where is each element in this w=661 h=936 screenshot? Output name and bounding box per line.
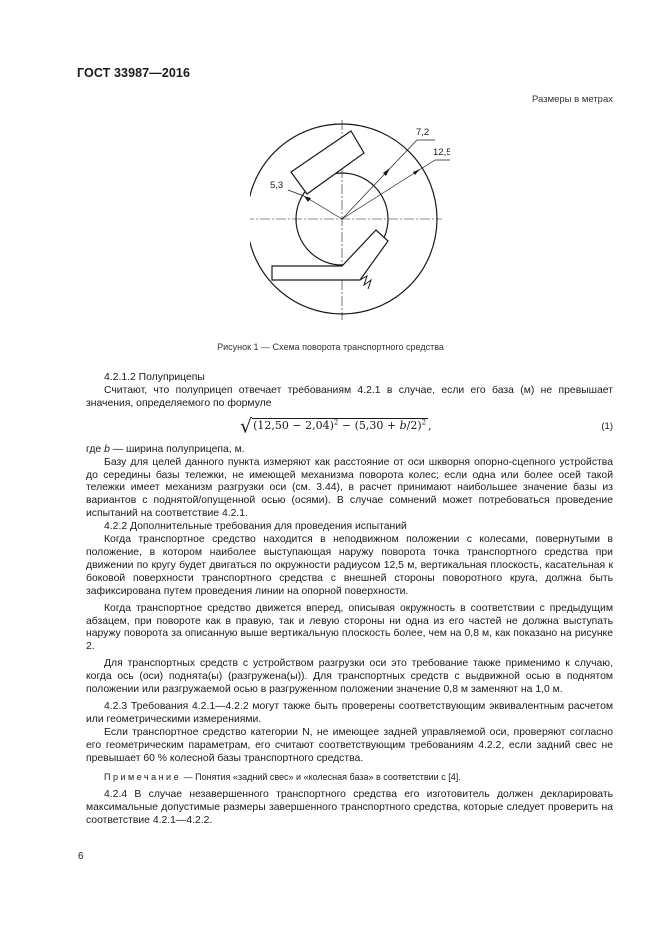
note bbox=[86, 771, 613, 783]
note-text: — Понятия «задний свес» и «колесная база» в соответствии с [4]. bbox=[181, 772, 461, 783]
formula-number: (1) bbox=[601, 420, 613, 432]
figure-caption: Рисунок 1 — Схема поворота транспортного средства bbox=[217, 342, 444, 352]
paragraph-category-n: Если транспортное средство категории N, не имеющее задней управляемой оси, проверяют согласно его геометрическим параметрам, его считают соответствующим требованиям 4.2.2, если задний свес не превышает 60 % колесной базы транспортного средства. bbox=[86, 726, 613, 764]
paragraph-base-measurement: Базу для целей данного пункта измеряют как расстояние от оси шкворня опорно-сцепного устройства до середины базы тележки, не имеющей механизма поворота колес; если одна или более осей такой тележки имеет механизм разгрузки оси (см. 3.44), в расчет принимают наибольшее значение базы из вариантов с поднятой/опущенной осью (осями). В случае сомнений может потребоваться проведение испытаний на соответствие 4.2.1. bbox=[86, 456, 613, 520]
paragraph-4-2-3: 4.2.3 Требования 4.2.1—4.2.2 могут также быть проверены соответствующим эквивалентным расчетом или геометрическими измерениями. bbox=[86, 700, 613, 725]
dimension-label-7-2: 7,2 bbox=[416, 127, 430, 138]
note-label: Примечание bbox=[104, 772, 182, 783]
paragraph-semitrailer-condition: Считают, что полуприцеп отвечает требованиям 4.2.1 в случае, если его база (м) не превышает значения, определяемого по формуле bbox=[86, 384, 613, 409]
dimension-label-12-5: 12,5 bbox=[433, 147, 450, 158]
formula-var-b: b bbox=[399, 419, 407, 433]
arrowhead-12-5 bbox=[413, 169, 420, 175]
radius-line-12-5 bbox=[342, 160, 435, 219]
turning-diagram-svg bbox=[250, 108, 450, 333]
formula-part-2: − (5,30 + bbox=[338, 419, 400, 433]
paragraph-4-2-4: 4.2.4 В случае незавершенного транспортного средства его изготовитель должен декларировать максимальные допустимые размеры завершенного транспортного средства, которые следует проверить на соответствие 4.2.1—4.2.2. bbox=[86, 789, 613, 827]
formula-row bbox=[86, 413, 613, 443]
paragraph-axle-lift: Для транспортных средств с устройством разгрузки оси это требование также применимо к случаю, когда ось (оси) поднята(ы) (разгружена(ы)). Для транспортных средств с выдвижной осью в поднятом положении или разгружаемой осью в разгруженном положении значение 0,8 м заменяют на 1,0 м. bbox=[86, 658, 613, 696]
units-note: Размеры в метрах bbox=[532, 94, 613, 105]
document-header: ГОСТ 33987—2016 bbox=[77, 66, 191, 80]
document-body bbox=[86, 372, 613, 828]
lower-vehicle-body bbox=[272, 230, 388, 280]
turning-diagram bbox=[250, 108, 450, 338]
where-prefix: где bbox=[86, 443, 105, 455]
paragraph-vehicle-moving: Когда транспортное средство движется вперед, описывая окружность в соответствии с предыдущим абзацем, при повороте как в правую, так и левую стороны ни одна из его частей не должна выступать наружу поворота за описанную выше вертикальную плоскость более, чем на 0,8 м, как показано на рисунке 2. bbox=[86, 602, 613, 653]
upper-vehicle-body bbox=[291, 131, 364, 194]
formula-end: , bbox=[428, 419, 432, 433]
formula-part-1: (12,50 − 2,04) bbox=[253, 419, 334, 433]
formula-1 bbox=[240, 415, 432, 438]
where-line bbox=[86, 444, 613, 457]
leader-5-3 bbox=[288, 190, 304, 196]
formula-part-3: /2) bbox=[406, 419, 422, 433]
where-var: b bbox=[104, 443, 110, 455]
paragraph-stationary-vehicle: Когда транспортное средство находится в неподвижном положении с колесами, повернутыми в положение, в котором наиболее выступающая наружу поворота точка транспортного средства при движении по кругу будет двигаться по окружности радиусом 12,5 м, вертикальная плоскость, касательная к боковой поверхности транспортного средства с внешней стороны поворотного круга, должна быть зафиксирована путем проведения линии на опорной поверхности. bbox=[86, 534, 613, 597]
where-text: — ширина полуприцепа, м. bbox=[109, 443, 245, 455]
heading-4-2-2: 4.2.2 Дополнительные требования для проведения испытаний bbox=[104, 521, 407, 533]
sqrt-icon: √ bbox=[240, 415, 253, 438]
formula-exp-2: 2 bbox=[421, 418, 427, 427]
formula-radicand bbox=[252, 418, 428, 432]
dimension-label-5-3: 5,3 bbox=[270, 180, 284, 191]
arrowhead-5-3 bbox=[304, 196, 311, 202]
heading-4-2-1-2: 4.2.1.2 Полуприцепы bbox=[104, 372, 205, 383]
formula-exp-1: 2 bbox=[333, 418, 339, 427]
page-number: 6 bbox=[78, 851, 84, 862]
